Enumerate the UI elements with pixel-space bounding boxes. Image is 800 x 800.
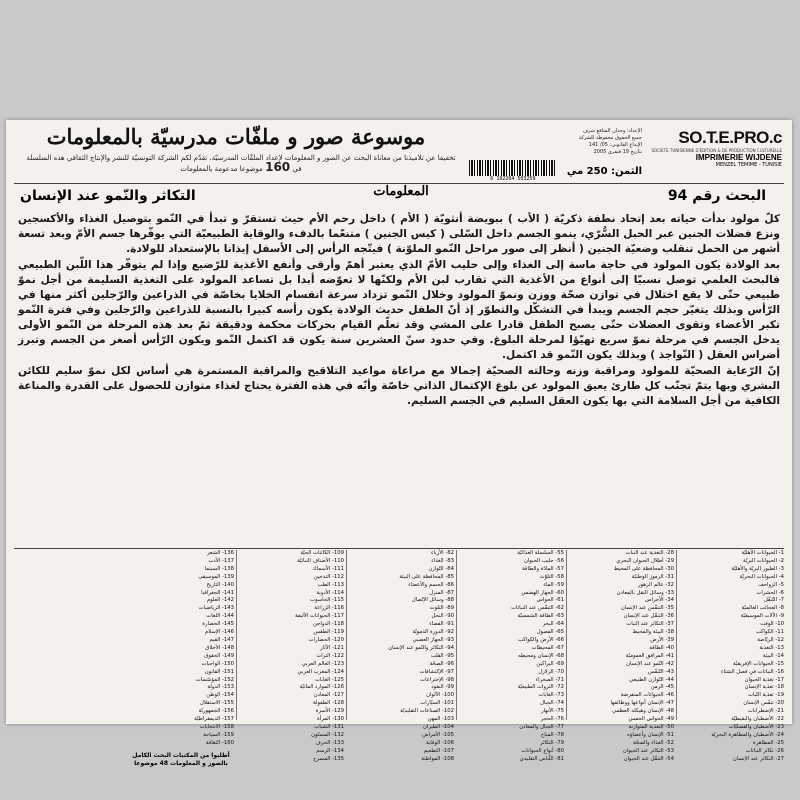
catalog-column: [566, 550, 676, 762]
catalog-item: 123- العالم العربي: [301, 660, 344, 667]
catalog-item: 31- الرموز الوطنيّة: [631, 573, 674, 580]
catalog-item: 90- النحل: [431, 613, 454, 620]
catalog-item: 23- الأصطبان والفصليّات: [728, 723, 784, 730]
catalog-item: 7- التّنقّل: [764, 597, 784, 604]
catalog-item: 115- الحاسوب: [310, 597, 344, 604]
paragraph: إنّ الرّعاية الصحيّة للمولود ومراقبة وزنه وحالته الصحيّة إجمالا مع مراعاة مواعيد التلاقيح والمراقبة المستمرة هي أساس لكل نموّ سليم للكائن البشري وبها يتمّ تجنّب كل طارئ يعيق المولود عن بلوغ الإكتمال الذاتي خاصّة وأنّه في هذه الفترة يحتاج لغذاء متوازن للحصول على القدرة والمناعة الكافية من أجل السلامة التي بها يكون العقل السليم في الجسم السليم.: [18, 365, 780, 407]
catalog-item: 58- التلوّث: [539, 573, 564, 580]
catalog-item: 110- الأصناف النباتيّة: [297, 557, 344, 564]
catalog-item: 114- الأدوية: [316, 589, 344, 596]
catalog-item: 155- الاستقلال: [200, 700, 234, 707]
catalog-item: 53- التكاثر عند الحيوان: [622, 747, 674, 754]
catalog-item: 26- تكاثر النباتات: [745, 747, 784, 754]
document-page: [6, 120, 792, 767]
catalog-item: 24- الأصطبان والمطاهرة البحريّة: [711, 731, 784, 738]
catalog-item: 34- الأجراس: [645, 597, 674, 604]
catalog-item: 112- التدخين: [313, 573, 344, 580]
catalog-item: 8- العجائب العالميّة: [741, 605, 784, 612]
price-row: [469, 160, 642, 182]
catalog-item: 113- الطب: [317, 581, 344, 588]
catalog-column: [676, 550, 786, 762]
catalog-divider: [14, 548, 784, 549]
catalog-item: 40- الطاقة: [649, 644, 674, 651]
catalog-item: 38- البيئة والمحيط: [632, 629, 674, 636]
catalog-item: 154- الوطن: [206, 692, 234, 699]
catalog-item: 80- أنواع الحيوانات: [521, 747, 564, 754]
catalog-column: [236, 550, 346, 762]
catalog-item: 129- الأسرة: [315, 708, 344, 715]
catalog-item: 124- المغرب العربي: [297, 668, 344, 675]
catalog-item: 9- الآلات الموسيقيّة: [740, 613, 784, 620]
barcode: [469, 160, 557, 182]
catalog-item: 42- النّمو عند الإنسان: [626, 660, 674, 667]
catalog-column: [126, 550, 236, 767]
catalog-item: 120- الحضارات: [308, 636, 344, 643]
header-description: [26, 154, 456, 174]
catalog-item: 117- الحيوانات الأليفة: [294, 613, 344, 620]
catalog-item: 67- المحيطات: [531, 644, 564, 651]
catalog-item: 100- الألوان: [426, 692, 454, 699]
catalog-item: 73- الغابات: [538, 692, 564, 699]
catalog-item: 98- الإختراعات: [420, 676, 454, 683]
catalog-item: 93- الجهاز العصبي: [412, 636, 454, 643]
catalog-item: 18- تغذية الإنسان: [744, 684, 784, 691]
catalog-item: 97- الإكتشافات: [419, 668, 454, 675]
catalog-item: 85- المحافظة على البيئة: [399, 573, 454, 580]
desc-text: تخفيفا عن تلاميذنا من معاناة البحث عن الصور و المعلومات لإعداد الملفّات المدرسيّة، تقدّم لكم الشركة التونسيّة للنشر والإنتاج الثقافي هذه السلسلة في: [26, 154, 456, 173]
printer-city: MENZEL TEMIME - TUNISIE: [715, 162, 782, 168]
catalog-item: 95- القلب: [430, 652, 454, 659]
catalog-item: 79- التكاثر: [540, 739, 564, 746]
catalog-item: 104- الطيران: [422, 723, 454, 730]
catalog-column: [456, 550, 566, 762]
catalog-item: 141- الجغرافيا: [201, 589, 234, 596]
catalog-item: 159- السياحة: [203, 731, 234, 738]
catalog-item: 125- الغابات: [314, 676, 344, 683]
article-body: [18, 212, 780, 410]
catalog-item: 99- النقود: [431, 684, 454, 691]
header: [6, 120, 792, 182]
topic-title: التكاثر والنّمو عند الإنسان: [20, 188, 196, 204]
legal-info: [547, 128, 642, 156]
catalog-item: 52- الغذاء والصحّة: [633, 739, 674, 746]
catalog-item: 2- الحيوانات البريّة: [743, 557, 784, 564]
catalog-item: 51- الإنسان وأعضاؤه: [627, 731, 674, 738]
catalog-item: 63- الطاقة الشمسيّة: [517, 613, 564, 620]
catalog-item: 126- الموارد المائيّة: [299, 684, 344, 691]
catalog-item: 91- الفضاء: [429, 621, 454, 628]
catalog-item: 136- الشعر: [206, 550, 234, 556]
catalog-item: 102- الصناعات التقليديّة: [400, 708, 454, 715]
price-label: الثمن: 250 مي: [566, 165, 642, 177]
catalog-item: 135- المسرح: [313, 755, 344, 762]
catalog-item: 128- الطفولة: [312, 700, 344, 707]
catalog-item: 30- المحافظة على المحيط: [613, 565, 674, 572]
barcode-number: 6 192204 503259: [490, 176, 536, 182]
catalog-item: 61- الحواس: [536, 597, 564, 604]
page-title: موسوعة صور و ملفّات مدرسيّة بالمعلومات: [46, 124, 426, 149]
catalog-item: 43- التّنفّس: [647, 668, 674, 675]
catalog-item: 157- الديمقراطيّة: [194, 716, 234, 723]
catalog-item: 81- اللّباس التقليدي: [519, 755, 564, 762]
catalog-item: 28- التغذية عند النبات: [625, 550, 674, 556]
catalog-item: 39- الأرض: [650, 636, 674, 643]
catalog-item: 108- المواطنة: [421, 755, 454, 762]
catalog-item: 77- الجبال والمعادن: [519, 723, 564, 730]
catalog-item: 47- الإنسان أنواعها ووظائفها: [610, 700, 674, 707]
catalog-item: 65- الفصول: [536, 629, 564, 636]
catalog-item: 56- حليب الحيوان: [523, 557, 564, 564]
catalog-item: 83- الغذاء: [431, 557, 454, 564]
catalog-item: 29- أطلال الحيوان البحري: [616, 557, 674, 564]
catalog-item: 60- الجهاز الهضمي: [521, 589, 564, 596]
catalog-item: 6- الحشرات: [756, 589, 784, 596]
catalog-item: 138- السينما: [204, 565, 234, 572]
catalog-item: 25- المطاهرة: [753, 739, 784, 746]
catalog-item: 64- البحر: [542, 621, 564, 628]
paragraph: بعد الولادة يكون المولود في حاجة ماسة إلى الغذاء وإلى حليب الأمّ الذي يعتبر أهمّ وأرقى وأنفع الأغذية للرّضيع وإذا لم يتوفّر هذا اللّبن الطبيعي فالبحث العلمي توصل نسبيّا إلى أنواع من الأغذية التي تقارب لبن الأم ولكنّها لا تعوّضه أبدا بل تساعد المولود على التغذية السليمة من أجل نموّ طبيعي حتّى لا يقع اختلال في توازن صحّة ووزن ونموّ المولود وخلال النّمو تزداد سرعة انقسام الخلايا بخاصّة في الذراعين والرّجلين أكثر منها في الرّأس وبذلك يتغيّر حجم الجسم ويبدأ في التشكّل والتطوّر إذ أنّ الطفل حديث الولادة يكون رأسه كبيرا بالنسبة للذراعين والرّجلين وفي فترة النّمو تكبر الأعضاء وتقوى العضلات حتّى يصبح الطفل قادرا على المشي وقد تعلّم القيام بحركات محكمة ودقيقة ثمّ بعد هذه المرحلة من النّمو الأولى يدخل الجسم في مرحلة نموّ سريع تهيّؤا لمرحلة البلوغ. وفي حدود سنّ العشرين سنة يكون قد اكتمل النّمو ويكون الرّأس أصغر من الجسم وتبرز أضراس العقل ( النّواجذ ) وبذلك يكون النّمو قد اكتمل.: [18, 259, 780, 361]
catalog-item: 10- الوقت: [760, 621, 784, 628]
catalog-item: 132- المسنّون: [311, 731, 344, 738]
catalog-item: 111- الأسماك: [312, 565, 344, 572]
catalog-item: 57- المادّة والطاقة: [522, 565, 564, 572]
barcode-bars: [469, 160, 557, 176]
catalog-item: 131- الشباب: [314, 723, 344, 730]
catalog-item: 140- التاريخ: [206, 581, 234, 588]
publisher-block: [650, 128, 782, 168]
catalog-item: 4- الحيوانات البحريّة: [739, 573, 784, 580]
catalog-item: 94- التكاثر والنّمو عند الإنسان: [388, 644, 454, 651]
catalog-item: 127- المعادن: [313, 692, 344, 699]
catalog-item: 107- التطعيم: [423, 747, 454, 754]
catalog-item: 121- الآثار: [320, 644, 344, 651]
catalog-item: 72- الثروات الطبيعيّة: [517, 684, 564, 691]
catalog-item: 119- الطقس: [313, 629, 344, 636]
catalog-item: 74- الجبال: [540, 700, 564, 707]
legal-line: الإيداع القانوني: 05/ 141: [588, 142, 642, 148]
catalog-item: 152- المؤسّسات: [195, 676, 234, 683]
catalog-item: 105- الأمراض: [422, 731, 454, 738]
catalog-item: 109- الكائنات الحيّة: [300, 550, 344, 556]
legal-line: بتاريخ 19 فيفري 2005: [593, 149, 642, 155]
catalog-item: 14- البيئة: [762, 652, 784, 659]
catalog-item: 134- الرسم: [316, 747, 344, 754]
catalog-item: 35- التنفّس عند الإنسان: [620, 605, 674, 612]
catalog-item: 89- التلوث: [429, 605, 454, 612]
research-number: البحث رقم 94: [667, 188, 766, 204]
catalog-item: 49- الحواس الخمس: [628, 716, 674, 723]
catalog-item: 17- تغذية الحيوان: [744, 676, 784, 683]
catalog-item: 146- الإسلام: [204, 629, 234, 636]
catalog-item: 62- التنفّس عند النباتات: [511, 605, 564, 612]
catalog-item: 106- الوقاية: [425, 739, 454, 746]
catalog-item: 78- المناخ: [540, 731, 564, 738]
catalog-item: 41- المرافق العموميّة: [625, 652, 674, 659]
catalog-item: 66- الأرض والكواكب: [518, 636, 564, 643]
legal-line: الإعداد: وجدان الشافع شرف: [582, 128, 642, 134]
catalog-item: 145- الحضارة: [202, 621, 234, 628]
catalog-item: 44- التّوازن الطبيعي: [629, 676, 674, 683]
catalog-item: 82- الأزياء: [431, 550, 454, 556]
catalog-item: 32- عالم الزهور: [637, 581, 674, 588]
catalog-note: أطلبوا من المكتبات البحث الكامل بالصور و المعلومات 48 موضوعا: [132, 751, 230, 767]
catalog-item: 153- الدولة: [207, 684, 234, 691]
paragraph: كلّ مولود بدأت حياته بعد إتحاد نطفة ذكريّة ( الأب ) ببويضة أنثويّة ( الأم ) داخل رحم الأم حيث تستقرّ و تبدأ في النّمو بتوصيل الغذاء والأكسجين ونزع فضلات الجنين عبر الحبل السُّرّي، ينمو الجسم داخل السّلى ( كيس الجنين ) متنعّما بالدفء والوقاية الطبيعيّة التي يوفّرها جسم الأمّ وبعد تسعة أشهر من الحمل تنقلب وضعيّة الجنين ( أنظر إلى صور مراحل النّمو الملوّنة ) فيتّجه الرأس إلى الأسفل إيذانا بالإستعداد للولادة.: [18, 213, 780, 255]
catalog-item: 137- الأدب: [208, 557, 234, 564]
catalog-item: 116- الزراعة: [314, 605, 344, 612]
catalog-item: 19- تغذية النّبات: [747, 692, 784, 699]
desc-text-2: موضوعا مدعومة بالمعلومات: [180, 165, 263, 173]
catalog-item: 70- الزلازل: [538, 668, 564, 675]
catalog-item: 158- الانتخابات: [199, 723, 234, 730]
catalog-item: 87- المنزل: [429, 589, 454, 596]
catalog-item: 92- الدورة الدمويّة: [412, 629, 454, 636]
catalog-item: 45- الزمن: [650, 684, 674, 691]
catalog-column: [346, 550, 456, 762]
catalog-item: 1- الحيوانات الأهليّة: [741, 550, 784, 556]
catalog-item: 46- الحيوانات المنقرضة: [620, 692, 674, 699]
catalog-item: 33- وسائل النقل بالمعادن: [616, 589, 674, 596]
catalog-item: 122- التراث: [316, 652, 344, 659]
catalog-item: 96- الصحّة: [429, 660, 454, 667]
catalog-item: 75- الأنهار: [541, 708, 564, 715]
catalog-item: 37- التكاثر عند النبات: [626, 621, 674, 628]
desc-number: 160: [265, 160, 291, 174]
catalog-item: 59- الماء: [543, 581, 564, 588]
catalog-item: 12- الريّاضة: [757, 636, 784, 643]
catalog-item: 13- التغذية: [759, 644, 784, 651]
catalog-item: 118- الدواجن: [313, 621, 344, 628]
section-label: المعلومات: [373, 184, 429, 199]
catalog-item: 101- السيّارات: [420, 700, 454, 707]
publisher-logo: SO.T.E.PRO.c: [678, 128, 782, 147]
catalog-item: 139- الموسيقى: [198, 573, 234, 580]
catalog-item: 148- الأخلاق: [205, 644, 234, 651]
catalog-item: 48- الإنسان وهيكله العظمي: [612, 708, 674, 715]
catalog-item: 84- التّوازن: [428, 565, 454, 572]
catalog-item: 3- الطيور البريّة والأهليّة: [731, 565, 784, 572]
catalog-item: 69- البراكين: [536, 660, 564, 667]
topic-catalog: [12, 550, 786, 767]
catalog-item: 147- القيم: [209, 636, 234, 643]
catalog-item: 76- الحجر: [540, 716, 564, 723]
catalog-item: 54- التنقّل عند الحيوان: [623, 755, 674, 762]
catalog-item: 88- وسائل الإتّصال: [411, 597, 454, 604]
catalog-item: 68- الإنسان ومحيطه: [518, 652, 564, 659]
catalog-item: 103- المهن: [427, 716, 454, 723]
catalog-item: 27- النكاثر عند الإنسان: [732, 755, 784, 762]
catalog-item: 160- الثقافة: [205, 739, 234, 746]
catalog-item: 144- اللغات: [206, 613, 234, 620]
catalog-item: 151- القانون: [204, 668, 234, 675]
catalog-item: 11- الكواكب: [755, 629, 784, 636]
catalog-item: 50- التغذية المتوازنة: [628, 723, 674, 730]
catalog-item: 5- الزواحف: [758, 581, 784, 588]
catalog-item: 143- الرياضيات: [198, 605, 234, 612]
catalog-item: 149- الحقوق: [204, 652, 234, 659]
catalog-item: 150- الواجبات: [201, 660, 234, 667]
publisher-logo-subtitle: SOCIETE TUNISIENNE D'EDITION & DE PRODUCTION CULTURELLE: [651, 148, 782, 153]
printer-name: IMPRIMERIE WIJDENE: [695, 153, 782, 162]
catalog-item: 16- النباتات في فصل الشتاء: [721, 668, 784, 675]
catalog-item: 21- الإضطرابات: [747, 708, 784, 715]
catalog-item: 156- الجمهوريّة: [198, 708, 234, 715]
catalog-item: 36- التنقّل عند الإنسان: [623, 613, 674, 620]
legal-line: جميع الحقوق محفوظة للشركة: [578, 135, 642, 141]
catalog-item: 133- الحرف: [315, 739, 344, 746]
catalog-item: 15- الحيوانات الإفريقيّة: [733, 660, 784, 667]
catalog-item: 142- العلوم: [206, 597, 234, 604]
catalog-item: 71- الصحراء: [535, 676, 564, 683]
catalog-item: 22- الأصطبان والبقيطيّة: [731, 716, 784, 723]
catalog-item: 130- المرأة: [316, 716, 344, 723]
catalog-item: 55- السلسلة الغذائيّة: [517, 550, 564, 556]
catalog-item: 20- تنفّس الإنسان: [743, 700, 784, 707]
catalog-item: 86- الجسم والأعضاء: [408, 581, 454, 588]
